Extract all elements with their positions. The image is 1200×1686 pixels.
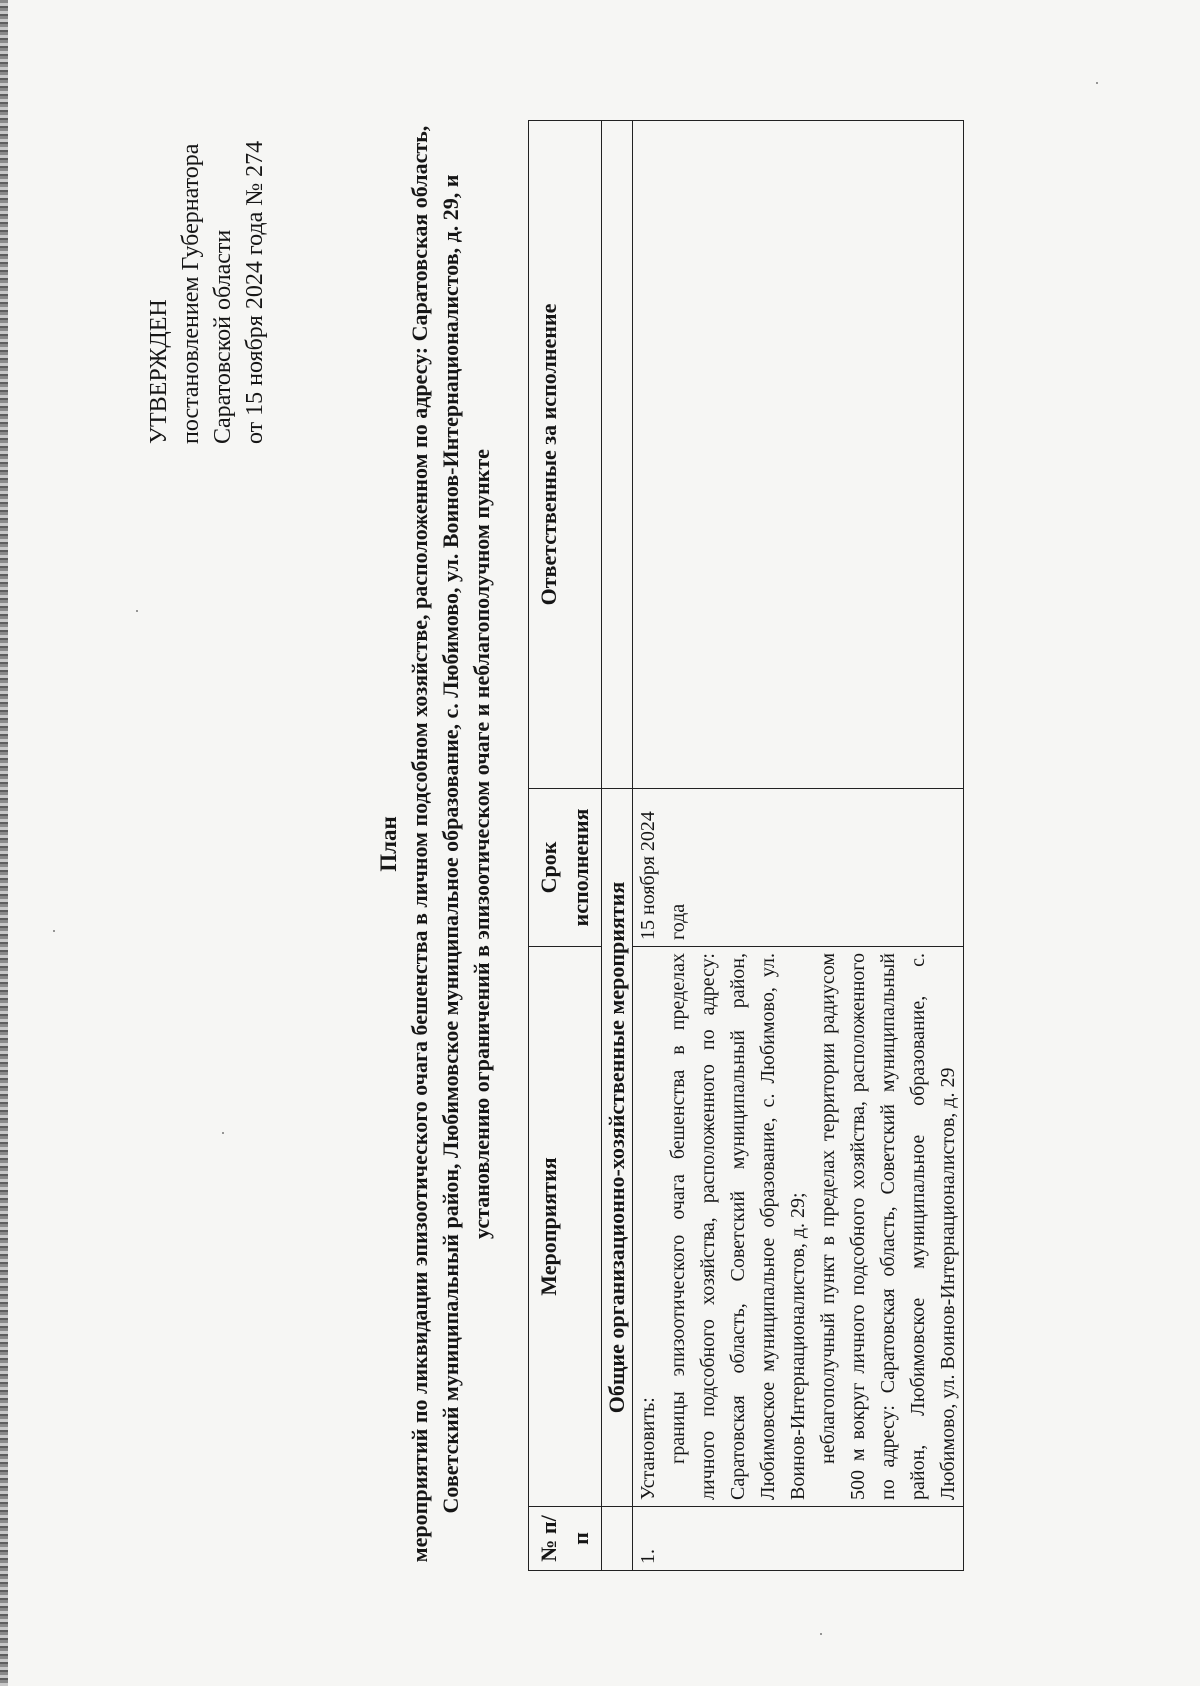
section-row (602, 121, 633, 1571)
measure-intro: Установить: (637, 1397, 659, 1500)
plan-table (528, 120, 964, 1571)
measure-paragraph: неблагополучный пункт в пределах территории радиусом 500 м вокруг личного подсобного хозяйства, расположенного по адресу: Саратовская область, Советский муниципальный район, Любимовское муниципальное образование, с. Любимово, ул. Воинов-Интернационалистов, д. 29 (817, 953, 959, 1500)
row-measure (633, 947, 964, 1507)
table-row (633, 121, 964, 1571)
approval-date: от 15 ноября 2024 года № 274 (242, 140, 268, 444)
approval-line: Саратовской области (210, 229, 236, 444)
measure-paragraph: границы эпизоотического очага бешенства в пределах личного подсобного хозяйства, расположенного по адресу: Саратовская область, Советский муниципальный район, Любимовское муниципальное образование, с. Любимово, ул. Воинов-Интернационалистов, д. 29; (667, 953, 809, 1500)
section-num-cell (602, 1507, 633, 1571)
approval-stamp (143, 141, 271, 444)
header-deadline: Срок исполнения (529, 789, 602, 947)
document-title-block (373, 124, 497, 1564)
row-responsible (633, 121, 964, 789)
section-title: Общие организационно-хозяйственные мероприятия (602, 789, 633, 1507)
document-subtitle: мероприятий по ликвидации эпизоотического очага бешенства в личном подсобном хозяйстве, расположенном по адресу: Саратовская область, Советский муниципальный район, Любимовское муниципальное образование, с. Любимово, ул. Воинов-Интернационалистов, д. 29, и установлению ограничений в эпизоотическом очаге и неблагополучном пункте (407, 125, 494, 1563)
header-num: № п/п (529, 1507, 602, 1571)
header-measure: Мероприятия (529, 947, 602, 1507)
table-header-row (529, 121, 602, 1571)
document-title: План (376, 816, 401, 872)
header-responsible: Ответственные за исполнение (529, 121, 602, 789)
row-number: 1. (633, 1507, 964, 1571)
row-deadline: 15 ноября 2024 года (633, 789, 964, 947)
approval-heading: УТВЕРЖДЕН (146, 299, 172, 444)
section-empty-cell (602, 121, 633, 789)
approval-line: постановлением Губернатора (178, 143, 204, 444)
